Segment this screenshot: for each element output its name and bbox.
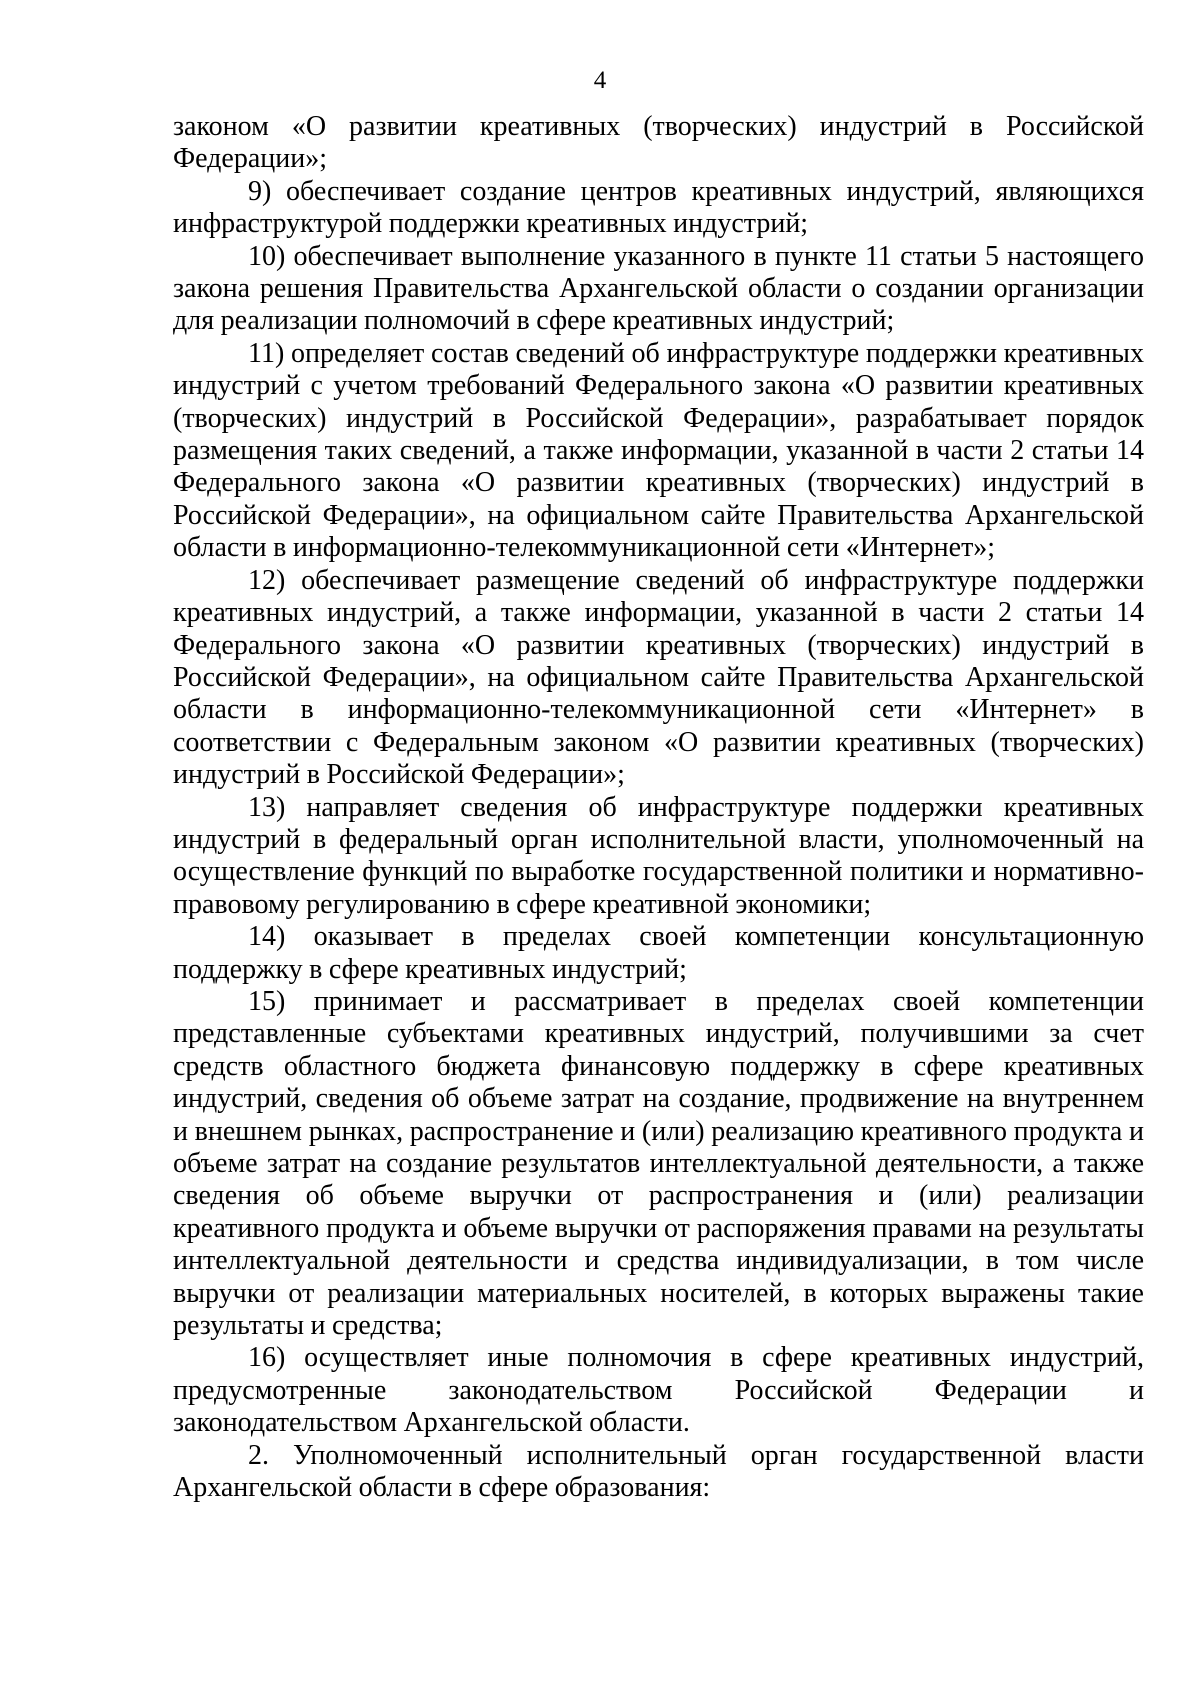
document-body — [173, 111, 1144, 1504]
paragraph-item-10: 10) обеспечивает выполнение указанного в пункте 11 статьи 5 настоящего закона решения Правительства Архангельской области о создании организации для реализации полномочий в сфере креативных индустрий; — [173, 240, 1144, 337]
paragraph-section-2: 2. Уполномоченный исполнительный орган государственной власти Архангельской области в сфере образования: — [173, 1439, 1144, 1504]
page-number: 4 — [593, 67, 607, 94]
paragraph-item-14: 14) оказывает в пределах своей компетенции консультационную поддержку в сфере креативных индустрий; — [173, 921, 1144, 985]
paragraph-item-9: 9) обеспечивает создание центров креативных индустрий, являющихся инфраструктурой поддержки креативных индустрий; — [173, 175, 1144, 240]
paragraph-item-16: 16) осуществляет иные полномочия в сфере креативных индустрий, предусмотренные законодательством Российской Федерации и законодательством Архангельской области. — [173, 1342, 1144, 1439]
paragraph-item-12: 12) обеспечивает размещение сведений об инфраструктуре поддержки креативных индустрий, а также информации, указанной в части 2 статьи 14 Федерального закона «О развитии креативных (творческих) индустрий в Российской Федерации», на официальном сайте Правительства Архангельской области в информационно-телекоммуникационной сети «Интернет» в соответствии с Федеральным законом «О развитии креативных (творческих) индустрий в Российской Федерации»; — [173, 564, 1144, 791]
paragraph-continuation: законом «О развитии креативных (творческих) индустрий в Российской Федерации»; — [173, 111, 1144, 175]
paragraph-item-11: 11) определяет состав сведений об инфраструктуре поддержки креативных индустрий с учетом требований Федерального закона «О развитии креативных (творческих) индустрий в Российской Федерации», разрабатывает порядок размещения таких сведений, а также информации, указанной в части 2 статьи 14 Федерального закона «О развитии креативных (творческих) индустрий в Российской Федерации», на официальном сайте Правительства Архангельской области в информационно-телекоммуникационной сети «Интернет»; — [173, 337, 1144, 564]
paragraph-item-15: 15) принимает и рассматривает в пределах своей компетенции представленные субъектами креативных индустрий, получившими за счет средств областного бюджета финансовую поддержку в сфере креативных индустрий, сведения об объеме затрат на создание, продвижение на внутреннем и внешнем рынках, распространение и (или) реализацию креативного продукта и объеме затрат на создание результатов интеллектуальной деятельности, а также сведения об объеме выручки от распространения и (или) реализации креативного продукта и объеме выручки от распоряжения правами на результаты интеллектуальной деятельности и средства индивидуализации, в том числе выручки от реализации материальных носителей, в которых выражены такие результаты и средства; — [173, 985, 1144, 1342]
paragraph-item-13: 13) направляет сведения об инфраструктуре поддержки креативных индустрий в федеральный орган исполнительной власти, уполномоченный на осуществление функций по выработке государственной политики и нормативно-правовому регулированию в сфере креативной экономики; — [173, 791, 1144, 920]
